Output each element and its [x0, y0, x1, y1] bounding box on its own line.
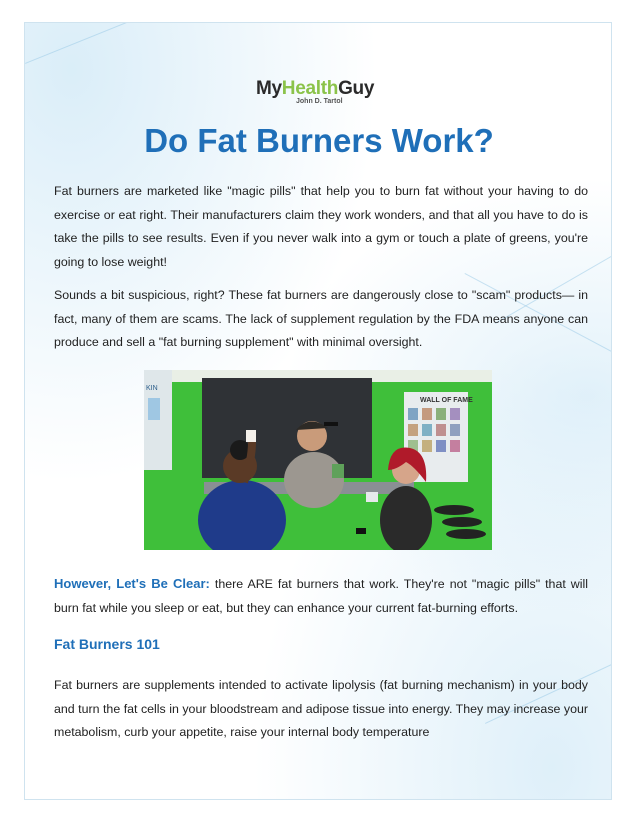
- paragraph-suspicious: Sounds a bit suspicious, right? These fat burners are dangerously close to "scam" products— in fact, many of them are scams. The lack of supplement regulation by the FDA means anyone can produce and sell a "fat burning supplement" with minimal oversight.: [54, 288, 588, 349]
- paragraph-lead: However, Let's Be Clear:: [54, 576, 210, 591]
- page-title: Do Fat Burners Work?: [144, 122, 494, 159]
- logo-health: Health: [281, 78, 339, 99]
- gym-photo: [144, 370, 492, 550]
- paragraph-clear-body: there ARE fat burners that work. They're not "magic pills" that will burn fat while you sleep or eat, but they can enhance your current fat-burning efforts.: [54, 577, 588, 615]
- side-sign-text: KIN: [146, 385, 158, 392]
- gym-photo-illustration: [144, 370, 492, 550]
- decorative-line: [25, 22, 155, 64]
- logo-guy: Guy: [338, 78, 375, 99]
- wall-of-fame-text: WALL OF FAME: [420, 397, 473, 404]
- paragraph-definition: Fat burners are supplements intended to activate lipolysis (fat burning mechanism) in your body and turn the fat cells in your bloodstream and adipose tissue into energy. They may increase your metabolism, curb your appetite, raise your internal body temperature: [54, 678, 588, 739]
- paragraph-clear: [54, 572, 588, 620]
- brand-logo: [256, 80, 384, 106]
- logo-my: My: [256, 78, 282, 99]
- paragraph-intro: Fat burners are marketed like "magic pills" that help you to burn fat without your having to do exercise or eat right. Their manufacturers claim they work wonders, and that all you have to do is take the pills to see results. Even if you never walk into a gym or touch a plate of greens, you're going to lose weight!: [54, 184, 588, 269]
- logo-subtitle: John D. Tartol: [296, 98, 343, 105]
- section-heading: Fat Burners 101: [54, 636, 160, 652]
